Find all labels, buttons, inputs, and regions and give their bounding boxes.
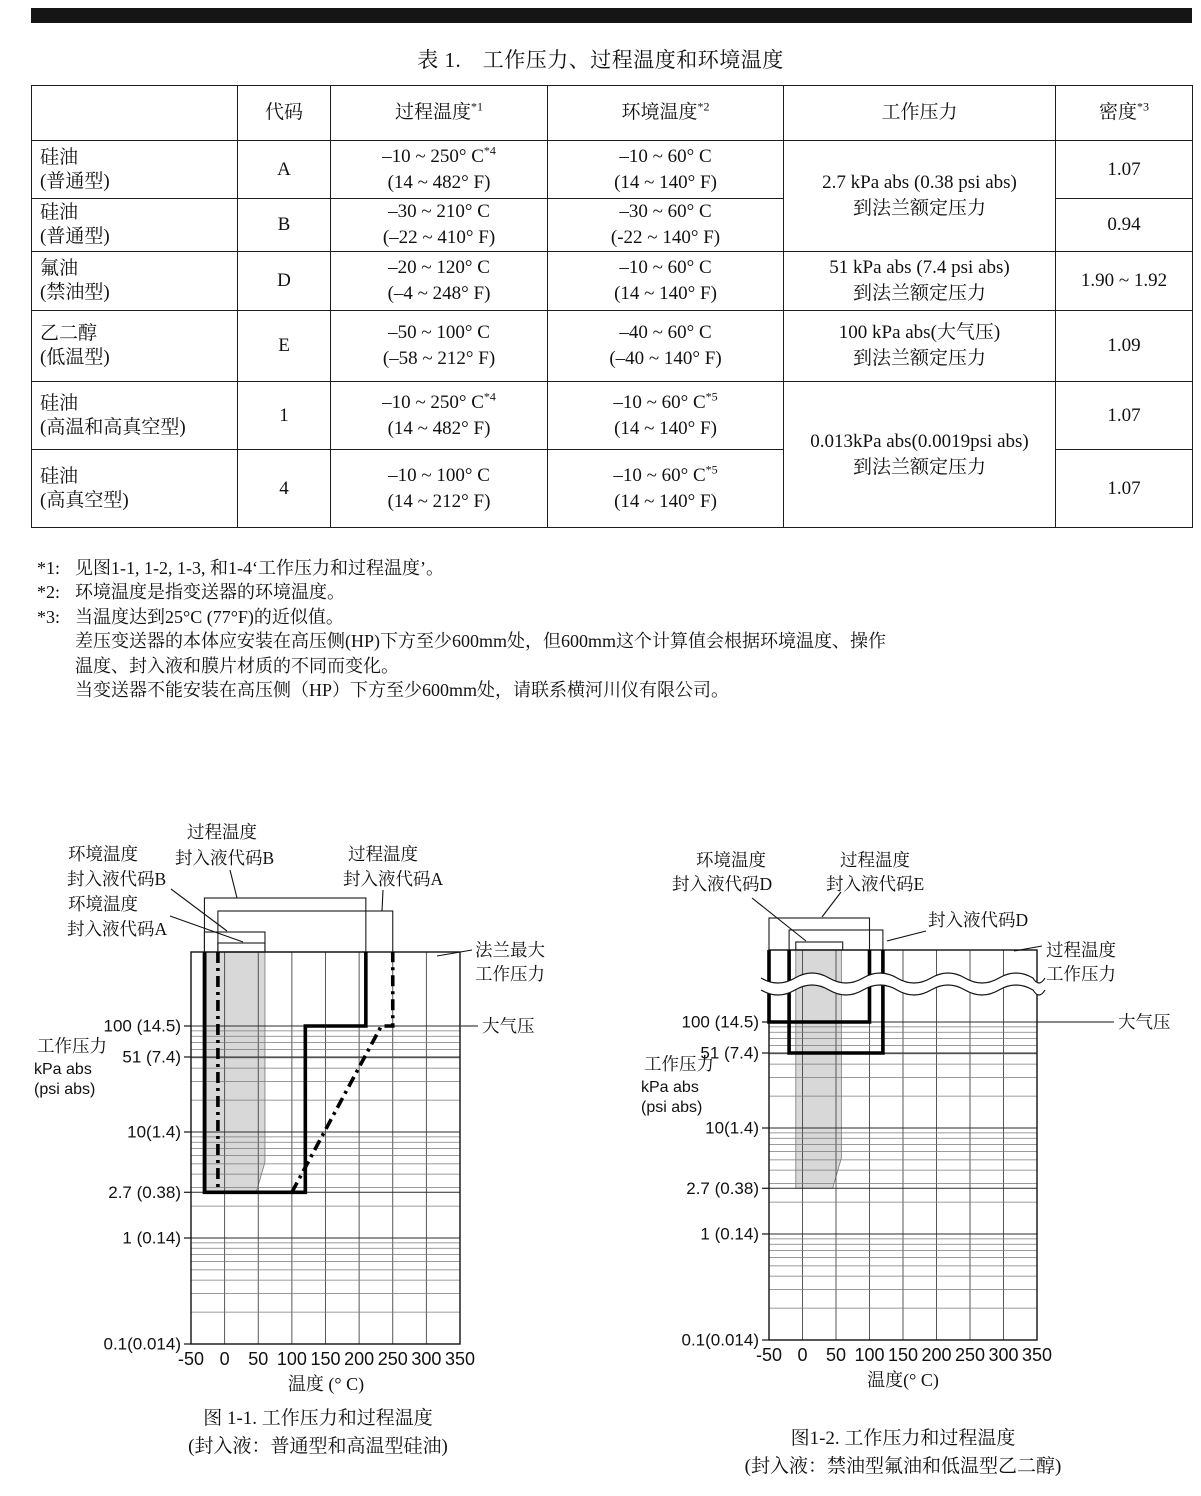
process-temp-cell-4: –10 ~ 250° $C^{*4}$ (14 ~ 482° F)	[331, 382, 548, 450]
svg-text:过程温度: 过程温度	[187, 822, 257, 842]
footnote-line-2	[37, 605, 886, 629]
svg-text:大气压: 大气压	[482, 1016, 535, 1036]
code-cell-4: 1	[238, 382, 331, 450]
svg-text:-50: -50	[177, 1349, 205, 1369]
figure-1-2	[630, 740, 1201, 1496]
chart-labels	[641, 850, 1171, 1477]
table-row	[32, 382, 1193, 450]
svg-text:350: 350	[444, 1349, 476, 1369]
y-axis	[104, 1017, 192, 1354]
svg-text:100 (14.5): 100 (14.5)	[103, 1016, 181, 1036]
svg-text:150: 150	[310, 1349, 341, 1369]
fluid-cell-1: 硅油 (普通型)	[32, 199, 238, 252]
svg-text:封入液代码A: 封入液代码A	[67, 919, 168, 939]
fluid-cell-5: 硅油 (高真空型)	[32, 450, 238, 528]
col-ambient-temp: 环境温度$^{*2}$	[548, 86, 784, 141]
svg-text:-50: -50	[755, 1345, 783, 1365]
footnote-marker	[37, 678, 75, 702]
process-temp-cell-1: –30 ~ 210° C (–22 ~ 410° F)	[331, 199, 548, 252]
temp-range-boxes	[204, 898, 392, 952]
svg-text:kPa abs: kPa abs	[641, 1079, 699, 1096]
svg-text:图 1-1. 工作压力和过程温度: 图 1-1. 工作压力和过程温度	[203, 1408, 433, 1429]
footnote-marker	[37, 654, 75, 678]
svg-text:300: 300	[411, 1349, 442, 1369]
svg-text:环境温度: 环境温度	[696, 850, 766, 870]
code-cell-2: D	[238, 252, 331, 311]
figure-1-1	[30, 740, 605, 1496]
fluid-cell-3: 乙二醇 (低温型)	[32, 311, 238, 382]
svg-text:法兰最大: 法兰最大	[475, 940, 545, 960]
svg-text:工作压力: 工作压力	[644, 1054, 714, 1074]
svg-text:封入液代码B: 封入液代码B	[67, 869, 167, 889]
svg-text:2.7 (0.38): 2.7 (0.38)	[686, 1178, 759, 1198]
process-temp-cell-3: –50 ~ 100° C (–58 ~ 212° F)	[331, 311, 548, 382]
svg-text:10(1.4): 10(1.4)	[127, 1122, 181, 1142]
col-working-pressure: 工作压力	[784, 86, 1056, 141]
svg-text:环境温度: 环境温度	[68, 894, 138, 914]
svg-text:工作压力: 工作压力	[37, 1036, 107, 1056]
process-temp-cell-0: –10 ~ 250° $C^{*4}$ (14 ~ 482° F)	[331, 141, 548, 199]
density-cell-4: 1.07	[1056, 382, 1193, 450]
col-density: 密度$^{*3}$	[1056, 86, 1193, 141]
footnote-text: 当变送器不能安装在高压侧（HP）下方至少600mm处，请联系横河川仪有限公司。	[75, 680, 730, 701]
ambient-temp-cell-3: –40 ~ 60° C (–40 ~ 140° F)	[548, 311, 784, 382]
fluid-cell-2: 氟油 (禁油型)	[32, 252, 238, 311]
col-code: 代码	[238, 86, 331, 141]
svg-text:50: 50	[825, 1345, 847, 1365]
table-row	[32, 141, 1193, 199]
shaded-region	[206, 952, 265, 1192]
ambient-temp-cell-2: –10 ~ 60° C (14 ~ 140° F)	[548, 252, 784, 311]
svg-text:0: 0	[797, 1345, 808, 1365]
svg-text:0.1(0.014): 0.1(0.014)	[681, 1330, 759, 1350]
svg-text:300: 300	[988, 1345, 1019, 1365]
footnote-line-3	[37, 629, 886, 653]
svg-text:1 (0.14): 1 (0.14)	[700, 1224, 759, 1244]
density-cell-5: 1.07	[1056, 450, 1193, 528]
footnote-text: 温度、封入液和膜片材质的不同而变化。	[75, 655, 399, 676]
svg-text:封入液代码E: 封入液代码E	[826, 874, 925, 894]
svg-text:(封入液：禁油型氟油和低温型乙二醇): (封入液：禁油型氟油和低温型乙二醇)	[744, 1456, 1062, 1477]
ambient-temp-cell-0: –10 ~ 60° C (14 ~ 140° F)	[548, 141, 784, 199]
ambient-temp-cell-5: –10 ~ 60° $C^{*5}$ (14 ~ 140° F)	[548, 450, 784, 528]
footnote-line-0	[37, 556, 886, 580]
svg-text:0.1(0.014): 0.1(0.014)	[103, 1334, 181, 1354]
code-cell-0: A	[238, 141, 331, 199]
svg-text:(psi abs): (psi abs)	[641, 1099, 703, 1116]
svg-text:封入液代码B: 封入液代码B	[175, 848, 275, 868]
svg-text:51 (7.4): 51 (7.4)	[700, 1043, 759, 1063]
svg-text:1 (0.14): 1 (0.14)	[122, 1228, 181, 1248]
svg-text:图1-2. 工作压力和过程温度: 图1-2. 工作压力和过程温度	[790, 1428, 1016, 1449]
footnote-marker: *3:	[37, 606, 61, 627]
header-row	[32, 86, 1193, 141]
footnote-line-4	[37, 654, 886, 678]
footnote-text: 当温度达到25°C (77°F)的近似值。	[75, 606, 344, 627]
svg-text:50: 50	[248, 1349, 269, 1369]
footnote-line-5	[37, 678, 886, 702]
svg-text:(封入液：普通型和高温型硅油): (封入液：普通型和高温型硅油)	[188, 1436, 448, 1457]
top-rule-bar	[31, 8, 1192, 23]
x-axis	[756, 1345, 1052, 1365]
pressure-cell-0: 2.7 kPa abs (0.38 psi abs) 到法兰额定压力	[784, 141, 1056, 252]
svg-text:过程温度: 过程温度	[1046, 940, 1116, 960]
svg-text:51 (7.4): 51 (7.4)	[122, 1047, 181, 1067]
svg-text:100 (14.5): 100 (14.5)	[681, 1012, 759, 1032]
svg-text:kPa abs: kPa abs	[34, 1061, 92, 1078]
svg-text:过程温度: 过程温度	[840, 850, 910, 870]
fig2-canvas	[630, 740, 1201, 1496]
temp-range-boxes	[769, 918, 883, 950]
footnote-text: 环境温度是指变送器的环境温度。	[75, 582, 345, 603]
svg-text:350: 350	[1021, 1345, 1053, 1365]
code-cell-3: E	[238, 311, 331, 382]
fig1-canvas	[30, 740, 605, 1496]
table-title: 表 1. 工作压力、过程温度和环境温度	[417, 48, 784, 72]
col-fluid	[32, 86, 238, 141]
footnote-line-1	[37, 580, 886, 604]
code-cell-5: 4	[238, 450, 331, 528]
ambient-temp-cell-4: –10 ~ 60° $C^{*5}$ (14 ~ 140° F)	[548, 382, 784, 450]
svg-text:250: 250	[377, 1349, 408, 1369]
spec-table	[31, 85, 1193, 528]
col-process-temp: 过程温度$^{*1}$	[331, 86, 548, 141]
svg-text:工作压力: 工作压力	[1046, 964, 1116, 984]
footnote-text: 差压变送器的本体应安装在高压侧(HP)下方至少600mm处，但600mm这个计算值会根据环境温度、操作	[75, 631, 886, 652]
process-temp-cell-5: –10 ~ 100° C (14 ~ 212° F)	[331, 450, 548, 528]
svg-text:100: 100	[854, 1345, 885, 1365]
fluid-cell-4: 硅油 (高温和高真空型)	[32, 382, 238, 450]
svg-text:封入液代码D: 封入液代码D	[928, 910, 1029, 930]
footnote-marker: *1:	[37, 558, 61, 578]
process-temp-cell-2: –20 ~ 120° C (–4 ~ 248° F)	[331, 252, 548, 311]
svg-text:0: 0	[219, 1349, 230, 1369]
svg-text:温度 (° C): 温度 (° C)	[287, 1374, 365, 1394]
fluid-cell-0: 硅油 (普通型)	[32, 141, 238, 199]
footnote-text: 见图1-1, 1-2, 1-3, 和1-4‘工作压力和过程温度’。	[75, 558, 444, 578]
footnote-marker	[37, 629, 75, 653]
code-cell-1: B	[238, 199, 331, 252]
pressure-cell-2: 100 kPa abs(大气压) 到法兰额定压力	[784, 311, 1056, 382]
svg-text:大气压: 大气压	[1118, 1012, 1171, 1032]
svg-text:2.7 (0.38): 2.7 (0.38)	[108, 1182, 181, 1202]
footnote-marker: *2:	[37, 582, 61, 603]
svg-text:100: 100	[276, 1349, 307, 1369]
svg-text:温度(° C): 温度(° C)	[867, 1370, 939, 1390]
svg-text:封入液代码D: 封入液代码D	[672, 874, 773, 894]
ambient-temp-cell-1: –30 ~ 60° C (-22 ~ 140° F)	[548, 199, 784, 252]
svg-text:环境温度: 环境温度	[68, 844, 138, 864]
svg-text:250: 250	[954, 1345, 986, 1365]
svg-text:过程温度: 过程温度	[348, 844, 418, 864]
table-row	[32, 311, 1193, 382]
pressure-cell-3: 0.013kPa abs(0.0019psi abs) 到法兰额定压力	[784, 382, 1056, 528]
density-cell-2: 1.90 ~ 1.92	[1056, 252, 1193, 311]
x-axis	[178, 1349, 475, 1369]
svg-text:200: 200	[344, 1349, 375, 1369]
svg-text:200: 200	[921, 1345, 952, 1365]
svg-text:10(1.4): 10(1.4)	[705, 1118, 759, 1138]
svg-text:150: 150	[887, 1345, 919, 1365]
density-cell-1: 0.94	[1056, 199, 1193, 252]
pressure-cell-1: 51 kPa abs (7.4 psi abs) 到法兰额定压力	[784, 252, 1056, 311]
density-cell-3: 1.09	[1056, 311, 1193, 382]
density-cell-0: 1.07	[1056, 141, 1193, 199]
footnotes	[37, 556, 886, 702]
svg-text:工作压力: 工作压力	[475, 964, 545, 984]
table-row	[32, 252, 1193, 311]
svg-text:(psi abs): (psi abs)	[34, 1081, 96, 1098]
svg-text:封入液代码A: 封入液代码A	[343, 869, 444, 889]
